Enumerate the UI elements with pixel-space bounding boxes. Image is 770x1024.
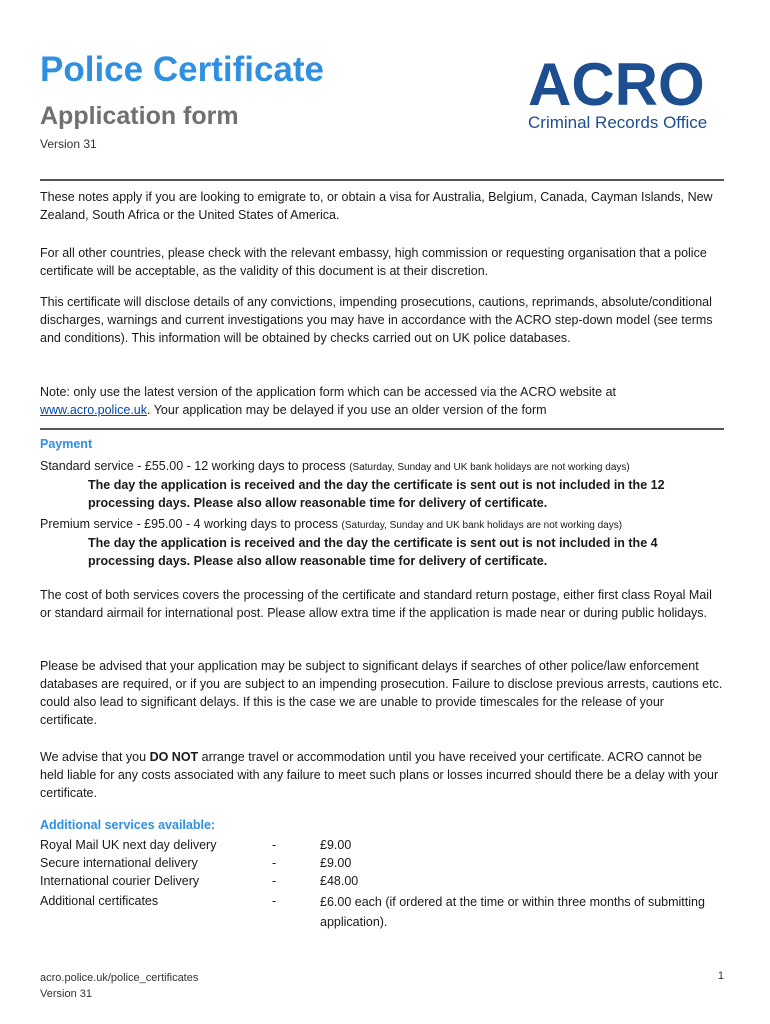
premium-service-line: [40, 515, 730, 535]
service-price: £6.00 each (if ordered at the time or within three months of submitting application).: [320, 895, 705, 929]
service-name: Royal Mail UK next day delivery: [40, 838, 217, 852]
advice-prefix: We advise that you: [40, 750, 150, 764]
delay-paragraph: Please be advised that your application may be subject to significant delays if searches of other police/law enforcement databases are required, or if you are subject to an impending prosecution. Failure to disclose previous arrests, cautions etc. could also lead to significant delays. If this is the case we are unable to provide timescales for the release of your certificate.: [40, 659, 723, 727]
standard-service-label: Standard service - £55.00 - 12 working days to process: [40, 459, 350, 473]
intro-note: [40, 383, 724, 419]
intro-paragraph-countries: These notes apply if you are looking to emigrate to, or obtain a visa for Australia, Belgium, Canada, Cayman Islands, New Zealand, South Africa or the United States of America.: [40, 190, 713, 222]
note-prefix: Note: only use the latest version of the application form which can be accessed via the ACRO website at: [40, 385, 617, 399]
service-dash: -: [272, 894, 277, 908]
standard-service-note: The day the application is received and the day the certificate is sent out is not included in the 12 processing days. Please also allow reasonable time for delivery of certificate.: [88, 478, 665, 510]
advice-suffix: arrange travel or accommodation until you have received your certificate. ACRO cannot be held liable for any costs associated with any failure to meet such plans or losses incurred should there be a delay with your certificate.: [40, 750, 719, 800]
acro-website-link[interactable]: www.acro.police.uk: [40, 403, 147, 417]
travel-advice-paragraph: [40, 748, 724, 802]
service-price: £9.00: [320, 838, 352, 852]
note-suffix: . Your application may be delayed if you use an older version of the form: [147, 403, 547, 417]
logo-wordmark: ACRO: [528, 51, 705, 118]
logo-tagline: Criminal Records Office: [528, 113, 708, 132]
service-name: International courier Delivery: [40, 874, 200, 888]
version-label: Version 31: [40, 137, 97, 151]
page-title: Police Certificate: [40, 50, 324, 89]
premium-service-note-small: (Saturday, Sunday and UK bank holidays are not working days): [341, 520, 623, 531]
premium-service-label: Premium service - £95.00 - 4 working days to process: [40, 517, 342, 531]
payment-divider: [40, 428, 724, 430]
standard-service-line: [40, 457, 730, 477]
footer-url: acro.police.uk/police_certificates: [40, 972, 199, 984]
premium-service-note: The day the application is received and the day the certificate is sent out is not included in the 4 processing days. Please also allow reasonable time for delivery of certificate.: [88, 536, 658, 568]
service-name: Secure international delivery: [40, 856, 198, 870]
intro-paragraph-disclosure: This certificate will disclose details of any convictions, impending prosecutions, cautions, reprimands, absolute/conditional discharges, warnings and current investigations you may have in accordance with the ACRO step-down model (see terms and conditions). This information will be obtained by checks carried out on UK police databases.: [40, 295, 713, 345]
footer: [40, 970, 198, 1002]
service-price: £48.00: [320, 874, 359, 888]
cost-paragraph: The cost of both services covers the processing of the certificate and standard return postage, either first class Royal Mail or standard airmail for international post. Please allow extra time if the application is made near or during public holidays.: [40, 588, 712, 620]
header-divider: [40, 179, 724, 181]
standard-service-note-small: (Saturday, Sunday and UK bank holidays are not working days): [349, 462, 630, 473]
advice-do-not: DO NOT: [149, 750, 199, 764]
document-page: [40, 0, 724, 1024]
payment-heading: Payment: [40, 437, 93, 451]
page-number: 1: [717, 970, 724, 982]
service-dash: -: [272, 856, 277, 870]
service-price: £9.00: [320, 856, 352, 870]
page-subtitle: Application form: [40, 102, 239, 130]
intro-paragraph-other-countries: For all other countries, please check with the relevant embassy, high commission or requesting organisation that a police certificate will be acceptable, as the validity of this document is at their discretion.: [40, 246, 707, 278]
footer-version: Version 31: [40, 988, 92, 1000]
service-dash: -: [272, 838, 277, 852]
acro-logo: [528, 51, 728, 132]
additional-services-heading: Additional services available:: [40, 818, 216, 832]
service-name: Additional certificates: [40, 894, 159, 908]
service-dash: -: [272, 874, 277, 888]
